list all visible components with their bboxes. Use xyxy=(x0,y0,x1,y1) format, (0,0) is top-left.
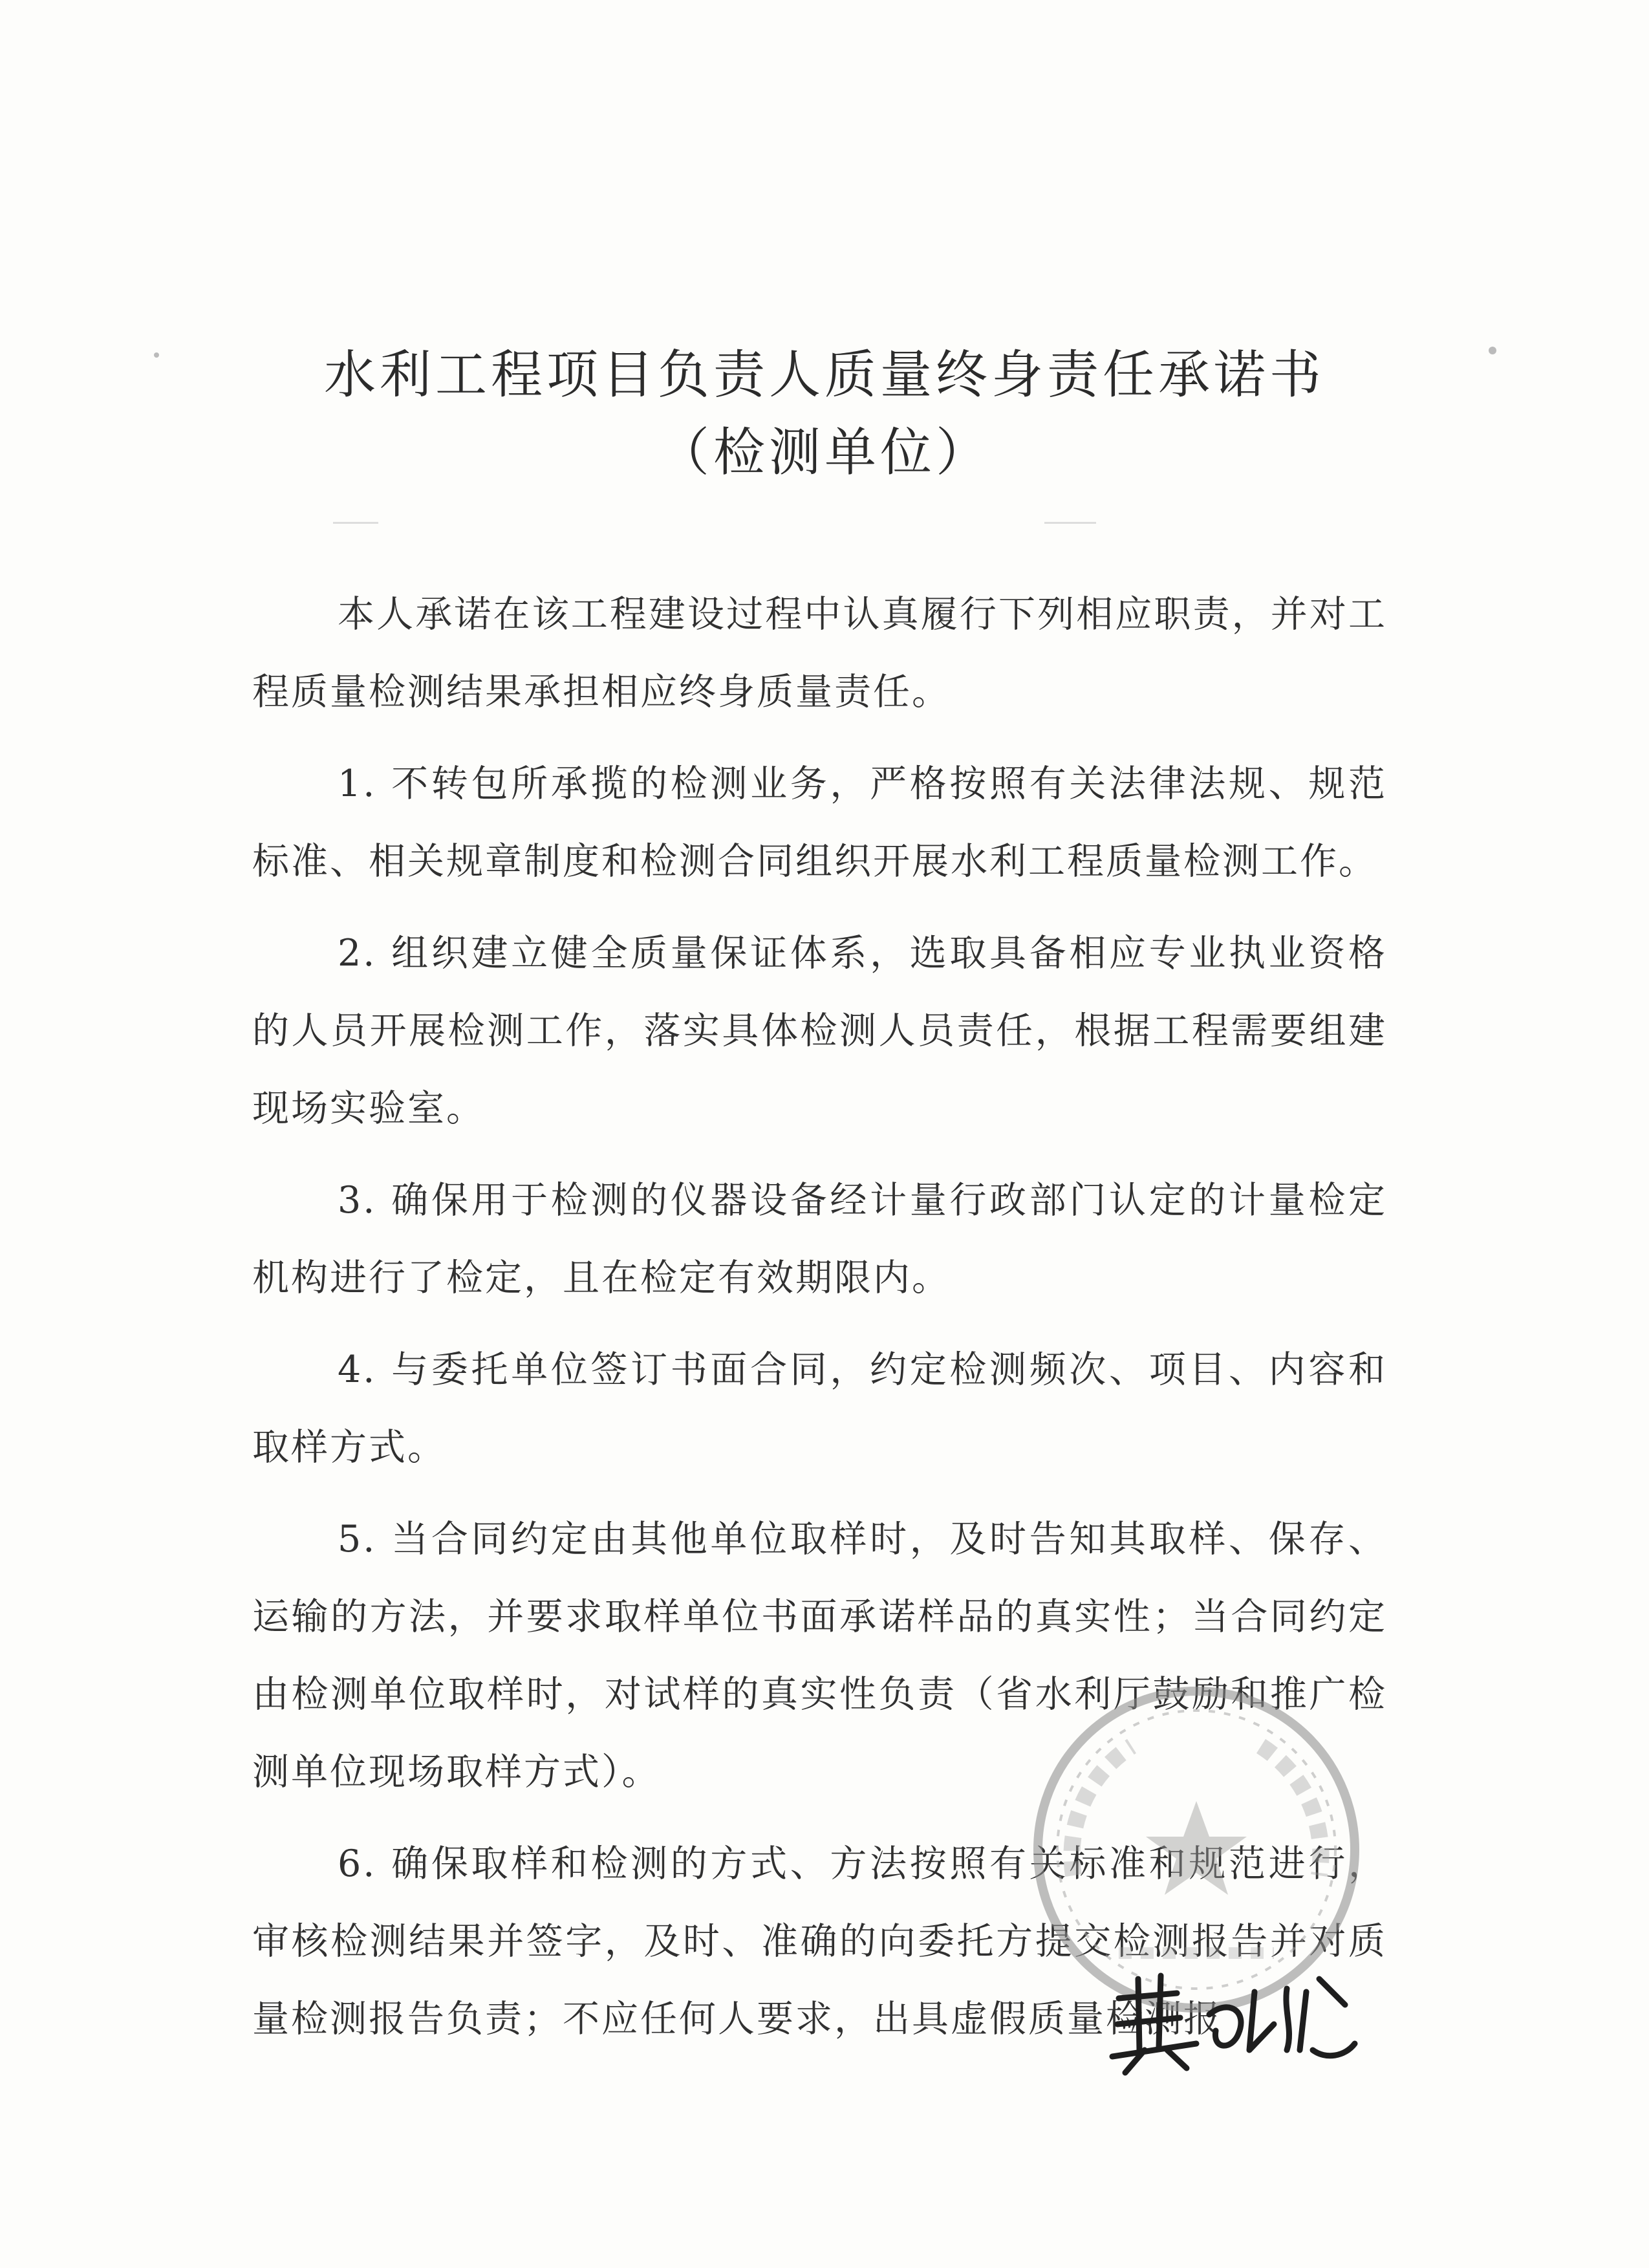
item-4: 4. 与委托单位签订书面合同，约定检测频次、项目、内容和取样方式。 xyxy=(252,1348,1387,1469)
scan-dash-right xyxy=(1044,522,1096,524)
item-3: 3. 确保用于检测的仪器设备经计量行政部门认定的计量检定机构进行了检定，且在检定有效期限内。 xyxy=(252,1179,1387,1299)
scan-dash-left xyxy=(333,522,378,524)
item-2: 2. 组织建立健全质量保证体系，选取具备相应专业执业资格的人员开展检测工作，落实具体检测人员责任，根据工程需要组建现场实验室。 xyxy=(252,932,1387,1130)
item-6: 6. 确保取样和检测的方式、方法按照有关标准和规范进行，审核检测结果并签字，及时、准确的向委托方提交检测报告并对质量检测报告负责；不应任何人要求，出具虚假质量检测报 xyxy=(252,1842,1387,2040)
handwritten-signature-icon xyxy=(1099,1953,1371,2082)
item-5: 5. 当合同约定由其他单位取样时，及时告知其取样、保存、运输的方法，并要求取样单位书面承诺样品的真实性；当合同约定由检测单位取样时，对试样的真实性负责（省水利厅鼓励和推广检测单位现场取样方式）。 xyxy=(252,1518,1387,1793)
intro-paragraph: 本人承诺在该工程建设过程中认真履行下列相应职责，并对工程质量检测结果承担相应终身质量责任。 xyxy=(252,593,1387,713)
item-1: 1. 不转包所承揽的检测业务，严格按照有关法律法规、规范标准、相关规章制度和检测合同组织开展水利工程质量检测工作。 xyxy=(252,762,1387,883)
document-title: 水利工程项目负责人质量终身责任承诺书 xyxy=(324,345,1325,405)
document-subtitle: （检测单位） xyxy=(658,422,991,482)
